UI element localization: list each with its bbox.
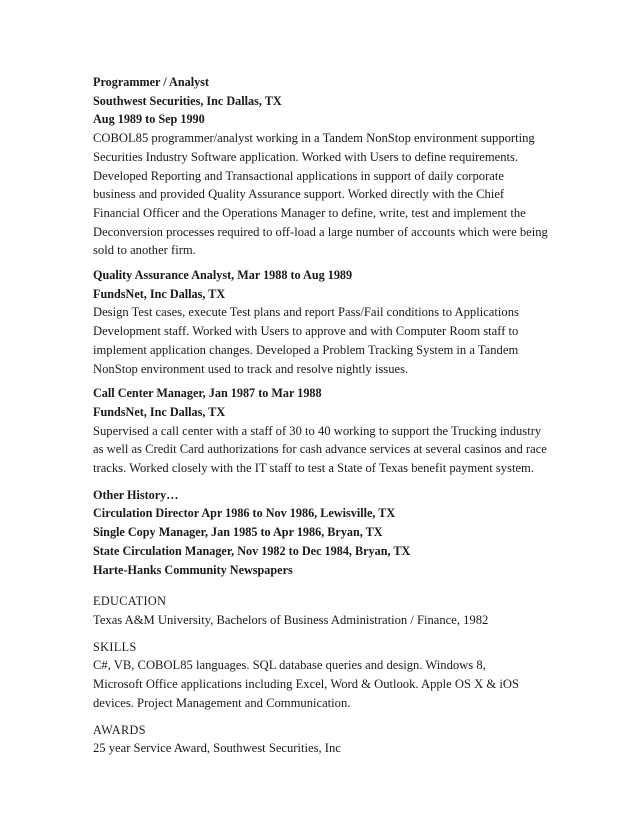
job-description-line: implement application changes. Developed a Problem Tracking System in a Tandem (93, 342, 519, 357)
job-description-line: COBOL85 programmer/analyst working in a Tandem NonStop environment supporting (93, 131, 535, 146)
job-entry-call-center-manager (93, 384, 593, 478)
job-title: Programmer / Analyst (93, 75, 209, 89)
resume-page (93, 73, 593, 758)
job-description-line: Deconversion processes required to off-load a large number of accounts which were being (93, 224, 548, 239)
history-item: State Circulation Manager, Nov 1982 to Dec 1984, Bryan, TX (93, 543, 411, 558)
awards-line: 25 year Service Award, Southwest Securities, Inc (93, 741, 341, 756)
section-heading: AWARDS (93, 722, 146, 737)
job-description-line: as well as Credit Card authorizations for cash advance services at several casinos and race (93, 442, 547, 457)
job-description-line: Financial Officer and the Operations Manager to define, write, test and implement the (93, 205, 526, 220)
job-dates: Aug 1989 to Sep 1990 (93, 112, 205, 127)
other-history-section (93, 486, 593, 580)
section-heading: Other History… (93, 487, 179, 502)
job-description-line: business and provided Quality Assurance support. Worked directly with the Chief (93, 187, 505, 202)
job-description-line: Developed Reporting and Transactional applications in support of daily corporate (93, 168, 504, 183)
history-item: Circulation Director Apr 1986 to Nov 1986, Lewisville, TX (93, 506, 396, 521)
section-heading: SKILLS (93, 639, 137, 654)
job-description-line: tracks. Worked closely with the IT staff to test a State of Texas benefit payment system. (93, 461, 534, 476)
education-section (93, 592, 593, 629)
education-line: Texas A&M University, Bachelors of Business Administration / Finance, 1982 (93, 612, 489, 627)
job-company: Southwest Securities, Inc Dallas, TX (93, 93, 282, 108)
awards-section (93, 721, 593, 758)
job-description-line: Development staff. Worked with Users to approve and with Computer Room staff to (93, 324, 519, 339)
job-company: FundsNet, Inc Dallas, TX (93, 404, 226, 419)
job-description-line: Securities Industry Software application. Worked with Users to define requirements. (93, 149, 519, 164)
job-entry-qa-analyst (93, 266, 593, 378)
skills-line: devices. Project Management and Communication. (93, 695, 351, 710)
job-company: FundsNet, Inc Dallas, TX (93, 286, 226, 301)
skills-section (93, 638, 593, 713)
job-description-line: NonStop environment used to track and resolve nightly issues. (93, 361, 409, 376)
job-description-line: Design Test cases, execute Test plans and report Pass/Fail conditions to Applications (93, 305, 519, 320)
section-heading: EDUCATION (93, 594, 167, 609)
job-title: Call Center Manager, Jan 1987 to Mar 1988 (93, 386, 322, 401)
job-description-line: sold to another firm. (93, 243, 196, 258)
skills-line: Microsoft Office applications including Excel, Word & Outlook. Apple OS X & iOS (93, 677, 519, 692)
skills-line: C#, VB, COBOL85 languages. SQL database queries and design. Windows 8, (93, 658, 486, 673)
history-item: Harte-Hanks Community Newspapers (93, 562, 293, 577)
history-item: Single Copy Manager, Jan 1985 to Apr 1986, Bryan, TX (93, 525, 383, 540)
job-title: Quality Assurance Analyst, Mar 1988 to Aug 1989 (93, 268, 353, 283)
job-entry-programmer-analyst (93, 73, 593, 260)
job-description-line: Supervised a call center with a staff of 30 to 40 working to support the Trucking industry (93, 423, 542, 438)
